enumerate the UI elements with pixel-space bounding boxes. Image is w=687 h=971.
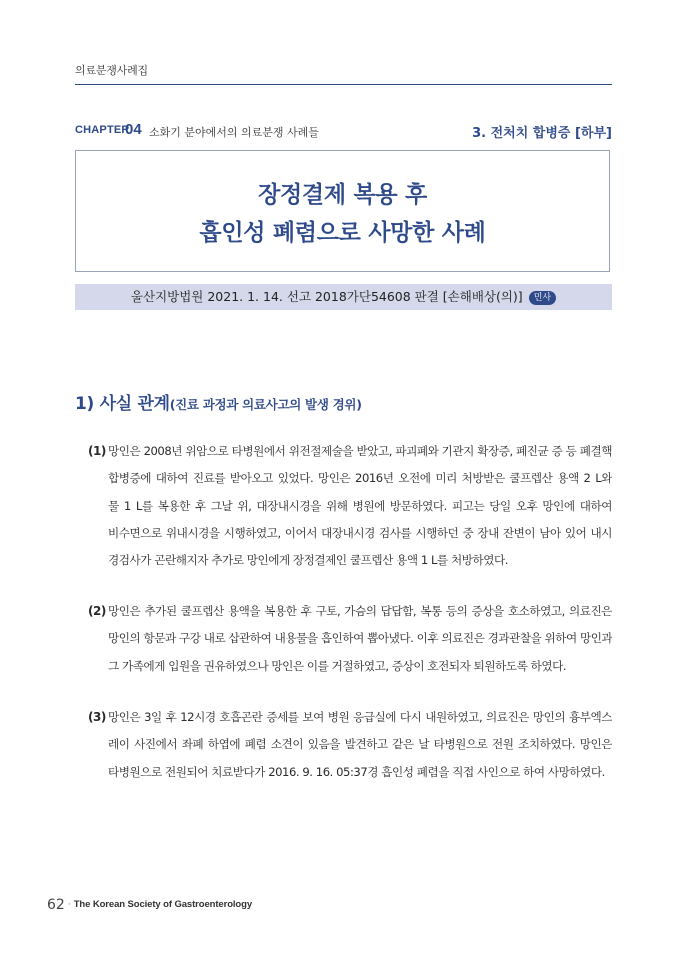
court-info-bar (75, 284, 612, 310)
paragraph-number: (2) (88, 604, 106, 618)
chapter-title: 소화기 분야에서의 의료분쟁 사례들 (149, 126, 319, 139)
case-type-badge: 민사 (529, 291, 556, 305)
paragraph-3 (88, 704, 612, 786)
header-rule (75, 84, 612, 85)
section-heading-main: 1) 사실 관계 (75, 394, 170, 414)
paragraph-line: 비수면으로 위내시경을 시행하였고, 이어서 대장내시경 검사를 시행하던 중 장내 잔변이 남아 있어 내시 (108, 525, 612, 540)
paragraph-line: 망인은 추가된 쿨프렙산 용액을 복용한 후 구토, 가슴의 답답함, 복통 등의 증상을 호소하였고, 의료진은 (108, 604, 612, 618)
section-tag: 3. 전처치 합병증 [하부] (472, 126, 612, 141)
page-footer (47, 897, 252, 913)
paragraph-line: 레이 사진에서 좌폐 하엽에 폐렴 소견이 있음을 발견하고 같은 날 타병원으로 전원 조치하였다. 망인은 (108, 737, 612, 752)
case-title-line-1: 장정결제 복용 후 (258, 182, 427, 208)
paragraph-line: 망인의 항문과 구강 내로 삽관하여 내용물을 흡인하여 뽑아냈다. 이후 의료진은 경과관찰을 위하여 망인과 (108, 631, 612, 646)
paragraph-line: 타병원으로 전원되어 치료받다가 2016. 9. 16. 05:37경 흡인성 폐렴을 직접 사인으로 하여 사망하였다. (108, 764, 605, 779)
paragraph-number: (3) (88, 710, 106, 724)
paragraph-line: 망인은 2008년 위암으로 타병원에서 위전절제술을 받았고, 파괴폐와 기관지 확장증, 폐진균 증 등 폐결핵 (108, 444, 612, 458)
chapter-line (75, 122, 612, 142)
running-head: 의료분쟁사례집 (75, 64, 148, 77)
paragraph-line: 망인은 3일 후 12시경 호흡곤란 증세를 보여 병원 응급실에 다시 내원하였고, 의료진은 망인의 흉부엑스 (108, 710, 612, 724)
paragraph-2 (88, 598, 612, 680)
paragraph-line: 물 1 L를 복용한 후 그날 위, 대장내시경을 위해 병원에 방문하였다. 피고는 당일 오후 망인에 대하여 (108, 498, 612, 513)
case-title-line-2: 흡인성 폐렴으로 사망한 사례 (199, 220, 486, 246)
paragraph-line: 경검사가 곤란해지자 추가로 망인에게 장정결제인 쿨프렙산 용액 1 L를 처방하였다. (108, 553, 509, 568)
paragraph-number: (1) (88, 444, 106, 458)
paragraph-1 (88, 438, 612, 574)
chapter-label: CHAPTER (75, 124, 130, 136)
society-name: The Korean Society of Gastroenterology (73, 899, 253, 910)
section-heading (75, 389, 362, 414)
section-heading-sub: (진료 과정과 의료사고의 발생 경위) (169, 397, 362, 412)
case-title-box (75, 150, 610, 272)
court-info-text: 울산지방법원 2021. 1. 14. 선고 2018가단54608 판결 [손해배상(의)] (130, 289, 523, 304)
chapter-number: 04 (125, 121, 142, 138)
paragraph-line: 그 가족에게 입원을 권유하였으나 망인은 이를 거절하였고, 증상이 호전되자 퇴원하도록 하였다. (108, 658, 567, 673)
paragraph-line: 합병증에 대하여 진료를 받아오고 있었다. 망인은 2016년 오전에 미리 처방받은 쿨프렙산 용액 2 L와 (108, 471, 612, 486)
footer-separator: · (67, 900, 71, 910)
page-number: 62 (47, 897, 65, 913)
